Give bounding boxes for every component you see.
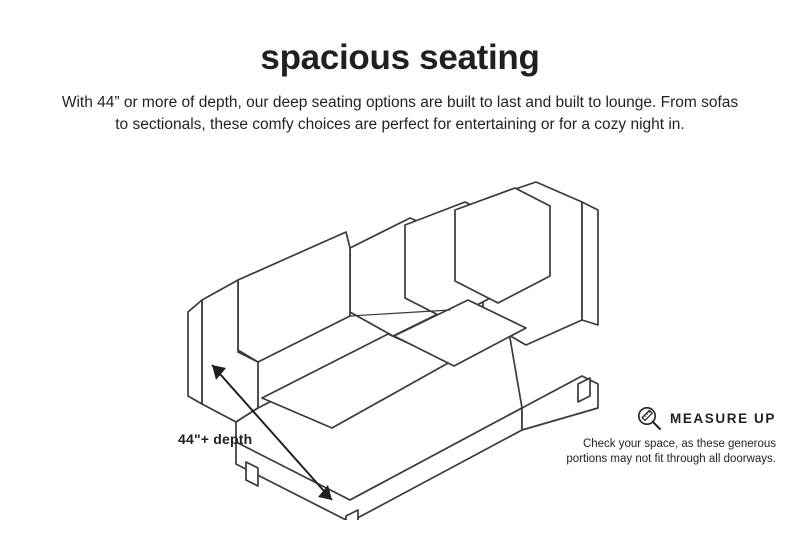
magnifier-ruler-icon	[636, 405, 662, 431]
subheading-text: With 44” or more of depth, our deep seating options are built to last and built to lounge. From sofas to sectionals, these comfy choices are perfect for entertaining or for a cozy night in.	[61, 94, 739, 133]
measure-up-title: MEASURE UP	[669, 410, 776, 426]
measure-up-body: Check your space, as these generous portions may not fit through all doorways.	[566, 438, 776, 465]
measure-up-callout	[566, 405, 776, 467]
page-title: spacious seating	[260, 38, 540, 77]
depth-dimension-label: 44"+ depth	[178, 431, 253, 447]
